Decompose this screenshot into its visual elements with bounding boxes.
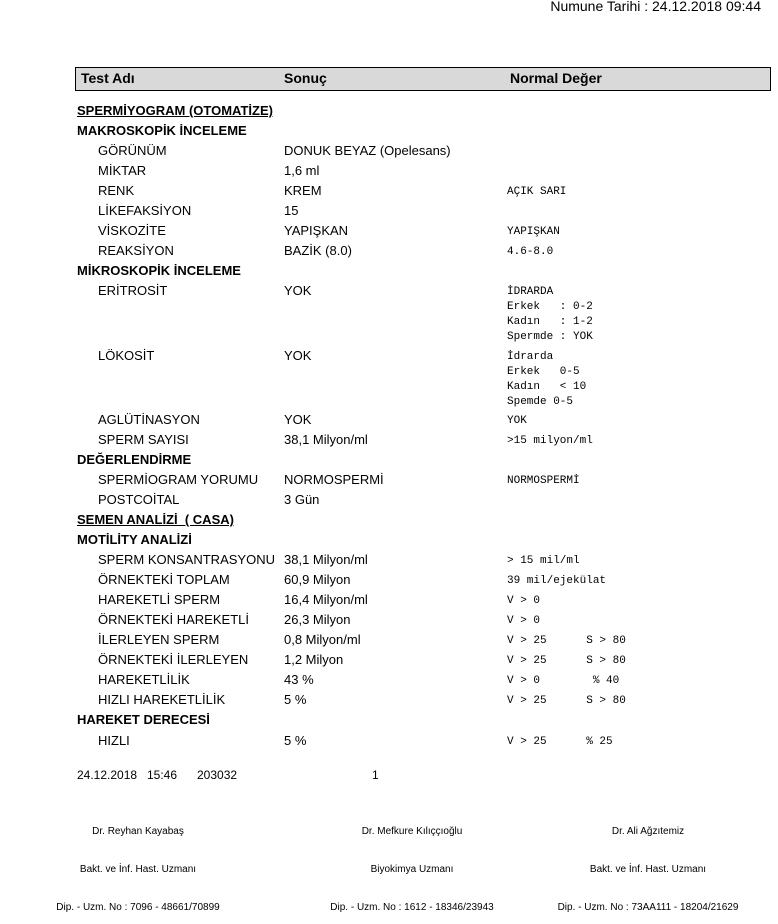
signature-title: Bakt. ve İnf. Hast. Uzmanı [79,864,197,875]
sample-date: Numune Tarihi : 24.12.2018 09:44 [550,0,761,14]
signature-dip: Dip. - Uzm. No : 7096 - 48661/70899 [56,902,220,913]
row-name: AGLÜTİNASYON [98,412,200,427]
row-result: 0,8 Milyon/ml [284,632,361,647]
section-macroscopic: MAKROSKOPİK İNCELEME [77,123,247,138]
section-motility: MOTİLİTY ANALİZİ [77,532,192,547]
row-normal-value: V > 0 [507,615,541,627]
row-normal-value: V > 25 % 25 [507,736,613,748]
row-normal-value: V > 25 S > 80 [507,635,626,647]
signature-name: Dr. Ali Ağzıtemiz [611,826,685,837]
signature-block [528,804,768,924]
row-result: YOK [284,283,312,298]
row-normal-value: YOK [507,415,527,427]
footer-time: 15:46 [147,768,178,782]
row-name: SPERM KONSANTRASYONU [98,552,275,567]
row-result: 26,3 Milyon [284,612,351,627]
row-result: 38,1 Milyon/ml [284,552,368,567]
row-result: 38,1 Milyon/ml [284,432,368,447]
row-result: 16,4 Milyon/ml [284,592,368,607]
signature-title: Bakt. ve İnf. Hast. Uzmanı [589,864,707,875]
row-name: RENK [98,183,135,198]
row-result: 1,6 ml [284,163,320,178]
row-normal-value: AÇIK SARI [507,186,567,198]
footer-page: 1 [372,768,379,782]
row-result: YOK [284,412,312,427]
section-movement-degree: HAREKET DERECESİ [77,712,210,727]
row-normal-value: V > 25 S > 80 [507,655,626,667]
row-result: KREM [284,183,322,198]
row-name: ERİTROSİT [98,283,168,298]
row-name: VİSKOZİTE [98,223,166,238]
row-name: REAKSİYON [98,243,174,258]
signature-title: Biyokimya Uzmanı [370,864,454,875]
row-result: 5 % [284,692,307,707]
row-name: İLERLEYEN SPERM [98,632,220,647]
row-normal-value: 39 mil/ejekülat [507,575,607,587]
row-result: DONUK BEYAZ (Opelesans) [284,143,451,158]
row-normal-value: 4.6-8.0 [507,246,554,258]
row-normal-value: V > 0 [507,595,541,607]
signature-name: Dr. Reyhan Kayabaş [92,826,184,837]
signature-dip: Dip. - Uzm. No : 73AA111 - 18204/21629 [557,902,739,913]
row-name: LÖKOSİT [98,348,155,363]
signature-dip: Dip. - Uzm. No : 1612 - 18346/23943 [330,902,494,913]
row-name: GÖRÜNÜM [98,143,167,158]
section-microscopic: MİKROSKOPİK İNCELEME [77,263,241,278]
section-semen-analysis: SEMEN ANALİZİ ( CASA) [77,512,234,527]
footer-code: 203032 [197,768,238,782]
row-normal-value: >15 milyon/ml [507,435,593,447]
row-name: LİKEFAKSİYON [98,203,192,218]
row-result: 43 % [284,672,314,687]
row-name: ÖRNEKTEKİ TOPLAM [98,572,230,587]
row-normal-value: V > 0 % 40 [507,675,620,687]
row-name: ÖRNEKTEKİ İLERLEYEN [98,652,249,667]
row-normal-value: İdrarda Erkek 0-5 Kadın < 10 Spemde 0-5 [507,351,587,408]
row-result: YAPIŞKAN [284,223,349,238]
row-name: HAREKETLİ SPERM [98,592,221,607]
signature-name: Dr. Mefkure Kılıççıoğlu [361,826,463,837]
row-name: ÖRNEKTEKİ HAREKETLİ [98,612,249,627]
row-name: POSTCOİTAL [98,492,180,507]
section-spermiogram: SPERMİYOGRAM (OTOMATİZE) [77,103,273,118]
row-result: YOK [284,348,312,363]
row-normal-value: YAPIŞKAN [507,226,560,238]
row-name: SPERM SAYISI [98,432,189,447]
row-result: 15 [284,203,299,218]
signature-block [18,804,258,924]
row-normal-value: > 15 mil/ml [507,555,580,567]
signature-block [292,804,532,924]
row-result: BAZİK (8.0) [284,243,352,258]
table-header-bar [75,67,771,91]
header-normal-value: Normal Değer [510,70,602,86]
row-name: SPERMİOGRAM YORUMU [98,472,259,487]
row-result: 5 % [284,733,307,748]
header-result: Sonuç [284,70,327,86]
row-name: MİKTAR [98,163,147,178]
row-result: NORMOSPERMİ [284,472,384,487]
row-result: 60,9 Milyon [284,572,351,587]
footer-date: 24.12.2018 [77,768,138,782]
row-normal-value: V > 25 S > 80 [507,695,626,707]
header-test-name: Test Adı [81,70,135,86]
row-normal-value: İDRARDA Erkek : 0-2 Kadın : 1-2 Spermde : YOK [507,286,593,343]
row-name: HIZLI [98,733,130,748]
row-normal-value: NORMOSPERMİ [507,475,580,487]
row-name: HAREKETLİLİK [98,672,190,687]
section-evaluation: DEĞERLENDİRME [77,452,192,467]
row-name: HIZLI HAREKETLİLİK [98,692,226,707]
row-result: 1,2 Milyon [284,652,344,667]
row-result: 3 Gün [284,492,320,507]
